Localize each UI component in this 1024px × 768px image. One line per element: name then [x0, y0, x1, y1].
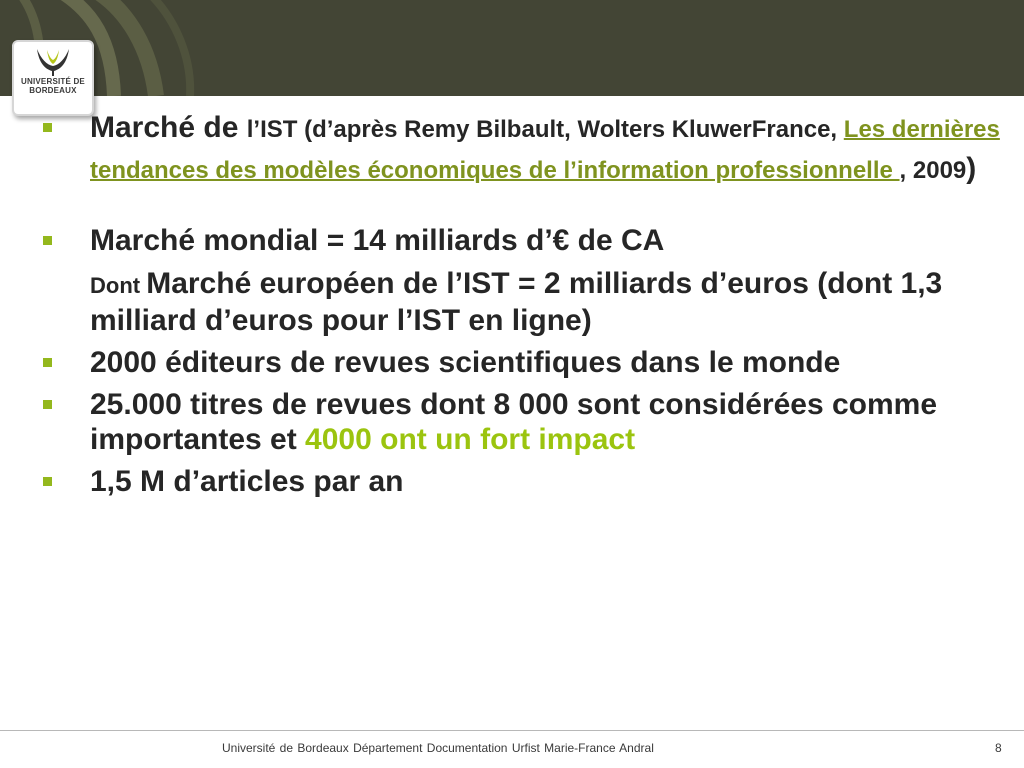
- footer-divider: [0, 730, 1024, 731]
- header-band: [0, 0, 1024, 96]
- bullet-item-publishers: [40, 345, 1000, 380]
- bullet-square-icon: [43, 123, 52, 132]
- bullet-lead: Marché de: [90, 111, 247, 144]
- bullet-square-icon: [43, 236, 52, 245]
- highlight-text: 4000 ont un fort impact: [305, 423, 636, 456]
- bullet-text: Marché mondial = 14 milliards d’€ de CA: [90, 224, 665, 257]
- bullet-text: 1,5 M d’articles par an: [90, 465, 404, 498]
- bullet-item-world-market: [40, 223, 1000, 258]
- report-link[interactable]: Les dernières tendances des modèles économiques de l’information professionnelle: [90, 116, 1000, 184]
- footer-text: Université de Bordeaux Département Documentation Urfist Marie-France Andral: [222, 741, 654, 755]
- vine-leaf-icon: [33, 47, 73, 77]
- bullet-text: 25.000 titres de revues dont 8 000 sont considérées comme importantes et: [90, 388, 938, 456]
- page-number: 8: [995, 741, 1002, 755]
- bullet-item-articles: [40, 464, 1000, 499]
- logo-line-2: BORDEAUX: [29, 86, 77, 95]
- bullet-square-icon: [43, 358, 52, 367]
- bullet-text: 2000 éditeurs de revues scientifiques dans le monde: [90, 346, 841, 379]
- sub-prefix: Dont: [90, 273, 147, 298]
- source-intro: l’IST (d’après Remy Bilbault, Wolters KluwerFrance,: [246, 116, 844, 143]
- closing-paren: ): [966, 152, 977, 185]
- bullet-item-journal-titles: [40, 387, 1000, 457]
- bullet-square-icon: [43, 477, 52, 486]
- logo-line-1: UNIVERSITÉ DE: [21, 77, 85, 86]
- sub-item-european-market: [40, 266, 1000, 338]
- sub-text: Marché européen de l’IST = 2 milliards d’euros (dont 1,3 milliard d’euros pour l’IST en ligne): [90, 267, 943, 337]
- slide-content: [40, 108, 1000, 499]
- university-logo: [12, 40, 94, 116]
- bullet-square-icon: [43, 400, 52, 409]
- bullet-item-ist-market: [40, 108, 1000, 190]
- source-year: , 2009: [899, 157, 967, 184]
